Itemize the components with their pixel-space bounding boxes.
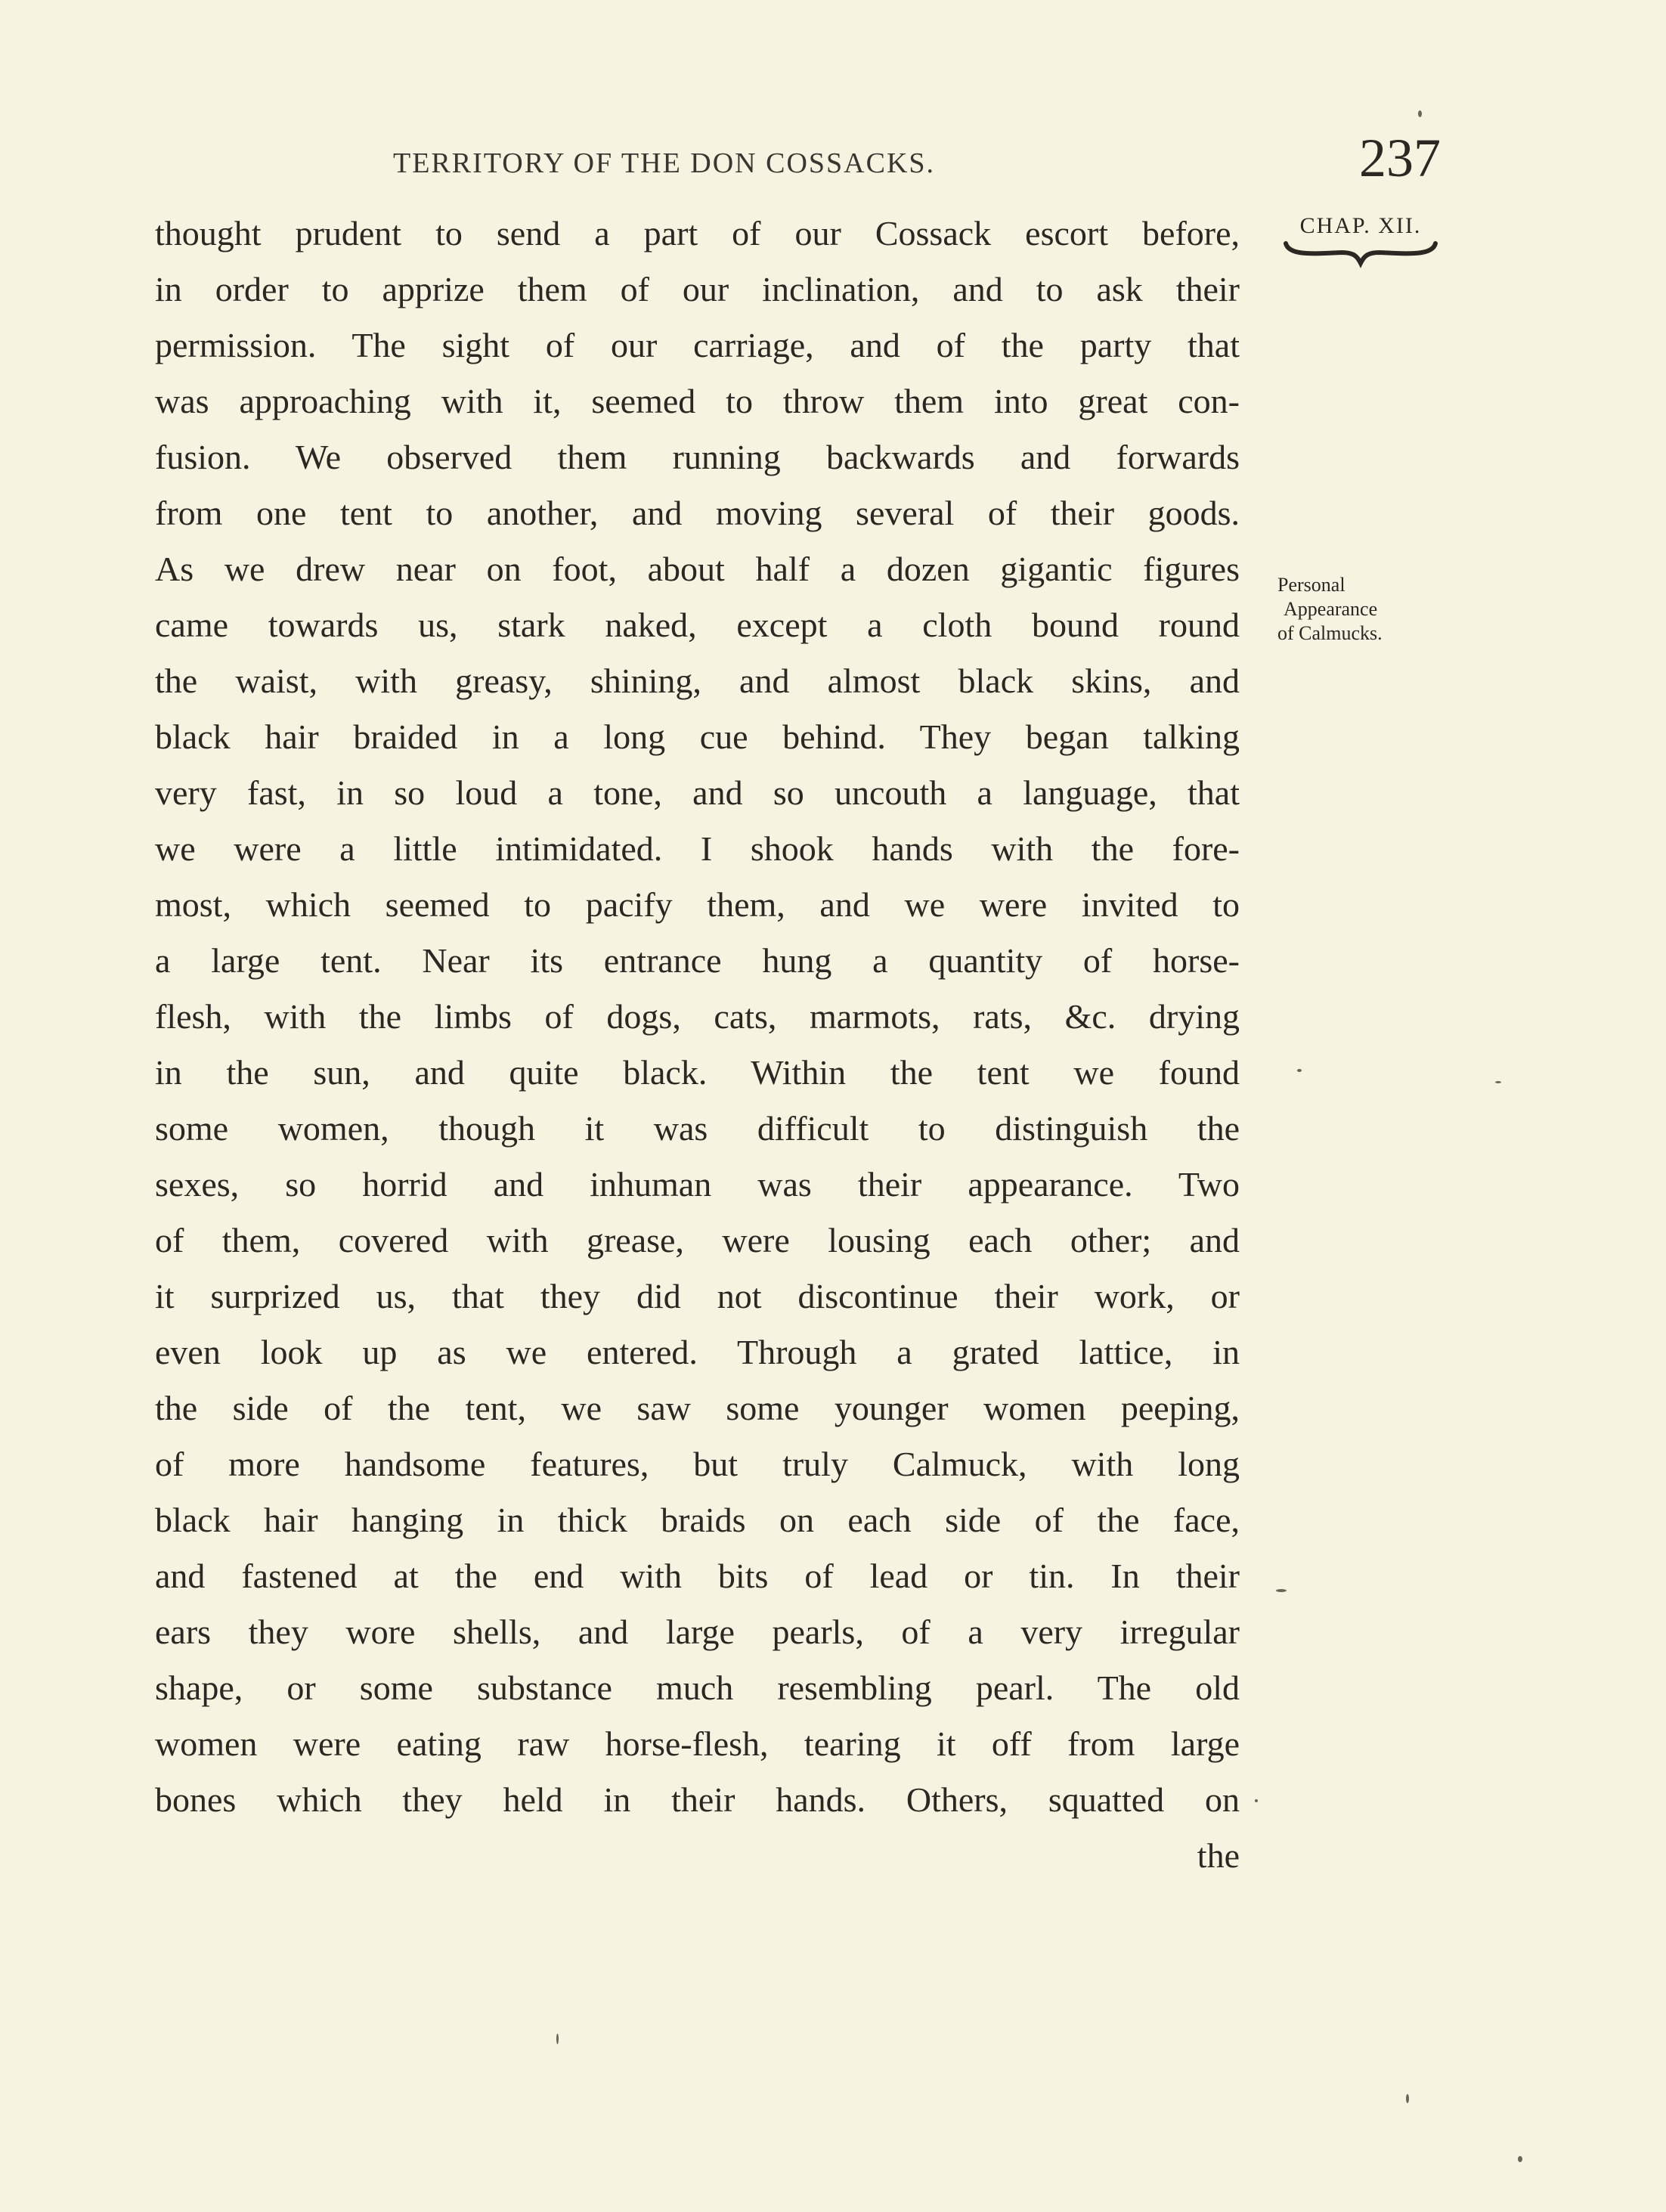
text-line: some women, though it was difficult to distinguish the xyxy=(155,1109,1240,1148)
text-line: it surprized us, that they did not discontinue their work, or xyxy=(155,1277,1240,1315)
text-line: was approaching with it, seemed to throw them into great con- xyxy=(155,382,1240,420)
text-line: sexes, so horrid and inhuman was their appearance. Two xyxy=(155,1165,1240,1204)
text-line: very fast, in so loud a tone, and so uncouth a language, that xyxy=(155,773,1240,812)
page-number: 237 xyxy=(1359,128,1441,188)
text-line: bones which they held in their hands. Others, squatted on xyxy=(155,1780,1240,1819)
text-line: black hair hanging in thick braids on each side of the face, xyxy=(155,1501,1240,1539)
paper-speck xyxy=(1518,2156,1522,2162)
paper-speck xyxy=(1276,1589,1287,1592)
text-line: we were a little intimidated. I shook hands with the fore- xyxy=(155,829,1240,868)
text-line: and fastened at the end with bits of lead or tin. In their xyxy=(155,1557,1240,1595)
text-line: came towards us, stark naked, except a cloth bound round xyxy=(155,606,1240,644)
chapter-label: CHAP. XII. xyxy=(1299,213,1422,238)
paper-speck xyxy=(1418,110,1422,117)
text-line: black hair braided in a long cue behind. They began talking xyxy=(155,717,1240,756)
paper-speck xyxy=(556,2034,559,2044)
paper-speck xyxy=(1297,1069,1302,1072)
running-head: TERRITORY OF THE DON COSSACKS. xyxy=(393,147,936,179)
chapter-marginal-note xyxy=(1277,213,1444,269)
text-line: ears they wore shells, and large pearls, of a very irregular xyxy=(155,1613,1240,1651)
text-line: a large tent. Near its entrance hung a quantity of horse- xyxy=(155,941,1240,980)
catchword: the xyxy=(1197,1836,1240,1875)
text-line: As we drew near on foot, about half a dozen gigantic figures xyxy=(155,550,1240,588)
text-line: permission. The sight of our carriage, and of the party that xyxy=(155,326,1240,364)
text-line: in order to apprize them of our inclination, and to ask their xyxy=(155,270,1240,308)
brace-icon xyxy=(1281,239,1440,269)
text-line: flesh, with the limbs of dogs, cats, marmots, rats, &c. drying xyxy=(155,997,1240,1036)
text-line: thought prudent to send a part of our Cossack escort before, xyxy=(155,214,1240,252)
text-line: fusion. We observed them running backwards and forwards xyxy=(155,438,1240,476)
text-line: from one tent to another, and moving several of their goods. xyxy=(155,494,1240,532)
paper-speck xyxy=(1406,2094,1409,2103)
paper-speck xyxy=(1495,1081,1501,1083)
paper-speck xyxy=(1255,1799,1258,1802)
side-note-line: of Calmucks. xyxy=(1277,622,1383,644)
side-note-line: Personal xyxy=(1277,574,1345,596)
text-line: in the sun, and quite black. Within the tent we found xyxy=(155,1053,1240,1092)
text-line: of more handsome features, but truly Calmuck, with long xyxy=(155,1445,1240,1483)
text-line: shape, or some substance much resembling pearl. The old xyxy=(155,1668,1240,1707)
text-line: most, which seemed to pacify them, and we were invited to xyxy=(155,885,1240,924)
page-header xyxy=(393,128,1451,197)
text-line: of them, covered with grease, were lousing each other; and xyxy=(155,1221,1240,1259)
text-line: the side of the tent, we saw some younger women peeping, xyxy=(155,1389,1240,1427)
side-note-line: Appearance xyxy=(1284,598,1378,620)
text-line: women were eating raw horse-flesh, tearing it off from large xyxy=(155,1724,1240,1763)
text-line: the waist, with greasy, shining, and almost black skins, and xyxy=(155,661,1240,700)
side-note xyxy=(1277,573,1474,646)
body-text xyxy=(155,206,1240,1884)
text-line: even look up as we entered. Through a grated lattice, in xyxy=(155,1333,1240,1371)
